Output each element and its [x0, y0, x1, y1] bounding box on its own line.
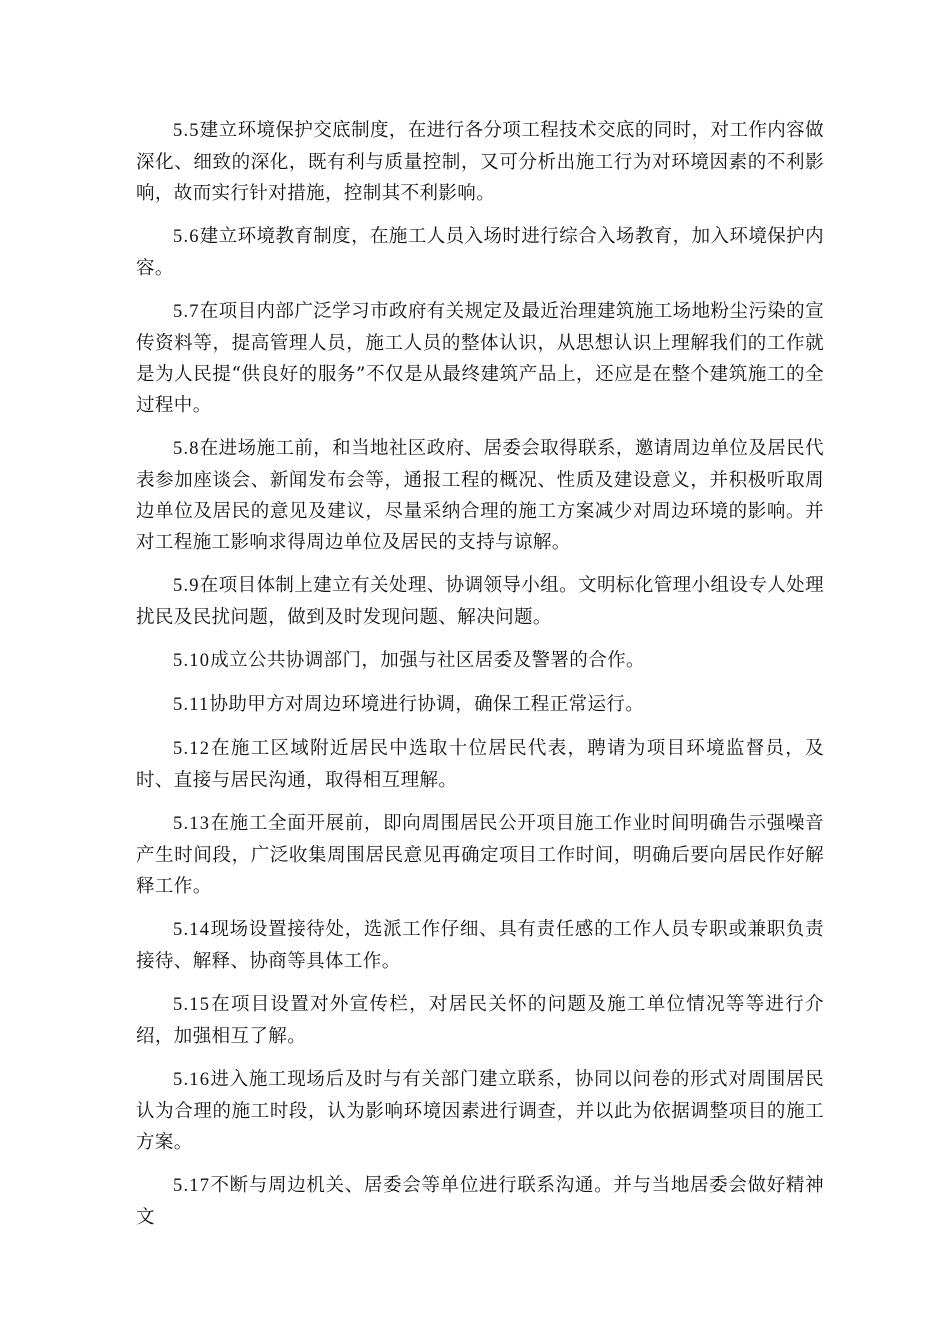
clause-number: 5.13 [173, 814, 211, 834]
paragraph-5-14 [136, 914, 824, 977]
clause-text: 在施工全面开展前，即向周围居民公开项目施工作业时间明确告示强噪音产生时间段，广泛收集周围居民意见再确定项目工作时间，明确后要向居民作好解释工作。 [136, 813, 824, 897]
clause-text: 在项目内部广泛学习市政府有关规定及最近治理建筑施工场地粉尘污染的宣传资料等，提高管理人员，施工人员的整体认识，从思想认识上理解我们的工作就是为人民提“供良好的服务”不仅是从最终建筑产品上，还应是在整个建筑施工的全过程中。 [136, 301, 824, 416]
clause-text: 协助甲方对周边环境进行协调，确保工程正常运行。 [209, 694, 645, 715]
clause-number: 5.9 [173, 576, 200, 596]
clause-text: 在进场施工前，和当地社区政府、居委会取得联系，邀请周边单位及居民代表参加座谈会、新闻发布会等，通报工程的概况、性质及建设意义，并积极听取周边单位及居民的意见及建议，尽量采纳合理的施工方案减少对周边环境的影响。并对工程施工影响求得周边单位及居民的支持与谅解。 [136, 438, 824, 553]
paragraph-5-11 [136, 689, 824, 721]
paragraph-5-9 [136, 570, 824, 633]
clause-text: 成立公共协调部门，加强与社区居委及警署的合作。 [210, 650, 645, 671]
clause-number: 5.16 [173, 1070, 211, 1090]
clause-number: 5.6 [173, 227, 200, 247]
clause-text: 进入施工现场后及时与有关部门建立联系，协同以问卷的形式对周围居民认为合理的施工时段，认为影响环境因素进行调查，并以此为依据调整项目的施工方案。 [136, 1069, 824, 1153]
paragraph-5-7 [136, 296, 824, 421]
paragraph-5-8 [136, 433, 824, 558]
document-page [136, 115, 824, 1245]
clause-text: 在施工区域附近居民中选取十位居民代表，聘请为项目环境监督员，及时、直接与居民沟通，取得相互理解。 [136, 738, 824, 791]
paragraph-5-16 [136, 1064, 824, 1158]
paragraph-5-5 [136, 115, 824, 209]
clause-text: 现场设置接待处，选派工作仔细、具有责任感的工作人员专职或兼职负责接待、解释、协商等具体工作。 [136, 919, 824, 972]
clause-number: 5.8 [173, 439, 200, 459]
clause-number: 5.7 [173, 302, 200, 322]
paragraph-5-17 [136, 1170, 824, 1233]
clause-text: 建立环境教育制度，在施工人员入场时进行综合入场教育，加入环境保护内容。 [136, 226, 824, 279]
clause-number: 5.17 [173, 1176, 211, 1196]
clause-text: 建立环境保护交底制度，在进行各分项工程技术交底的同时，对工作内容做深化、细致的深化，既有利与质量控制，又可分析出施工行为对环境因素的不利影响，故而实行针对措施，控制其不利影响。 [136, 120, 824, 204]
clause-text: 在项目设置对外宣传栏，对居民关怀的问题及施工单位情况等等进行介绍，加强相互了解。 [136, 994, 824, 1047]
paragraph-5-10 [136, 645, 824, 677]
paragraph-5-6 [136, 221, 824, 284]
clause-text: 不断与周边机关、居委会等单位进行联系沟通。并与当地居委会做好精神文 [136, 1175, 824, 1228]
paragraph-5-13 [136, 808, 824, 902]
clause-number: 5.10 [173, 651, 211, 671]
clause-number: 5.5 [173, 121, 200, 141]
clause-text: 在项目体制上建立有关处理、协调领导小组。文明标化管理小组设专人处理扰民及民扰问题，做到及时发现问题、解决问题。 [136, 575, 824, 628]
clause-number: 5.12 [173, 739, 211, 759]
clause-number: 5.14 [173, 920, 211, 940]
clause-number: 5.11 [173, 695, 210, 715]
clause-number: 5.15 [173, 995, 211, 1015]
paragraph-5-15 [136, 989, 824, 1052]
paragraph-5-12 [136, 733, 824, 796]
